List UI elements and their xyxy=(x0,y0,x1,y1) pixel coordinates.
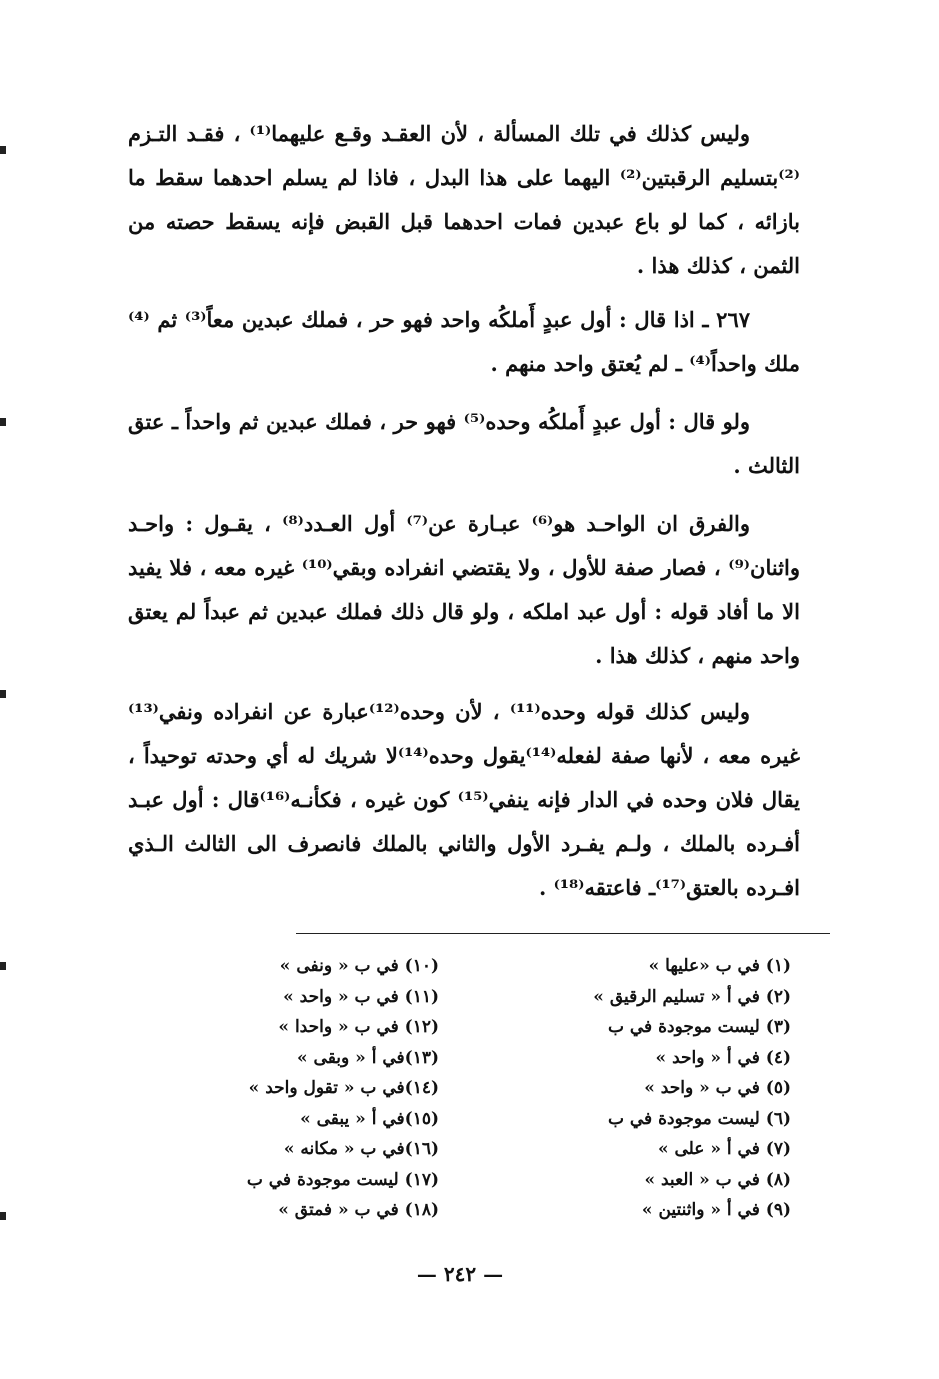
footnotes-column-left xyxy=(139,951,439,1226)
paragraph-5: وليس كذلك قوله وحده⁽¹¹⁾ ، لأن وحده⁽¹²⁾عبارة عن انفراده ونفي⁽¹³⁾ غيره معه ، لأنها صفة لفعله⁽¹⁴⁾يقول وحده⁽¹⁴⁾لا شريك له أي وحدته توحيداً ، يقال فلان وحده في الدار فإنه ينفي⁽¹⁵⁾ كون غيره ، فكأنـه⁽¹⁶⁾قال : أول عبـد أفـرده بالملك ، ولـم يفـرد الأول والثاني بالملك فانصرف الى الثالث الـذي افـرده بالعتق⁽¹⁷⁾ـ فاعتقه⁽¹⁸⁾ . xyxy=(128,699,801,900)
footnote-17: (١٧) ليست موجودة في ب xyxy=(246,1169,439,1190)
margin-mark xyxy=(0,418,6,426)
footnote-7: (٧) في أ « على » xyxy=(657,1139,791,1159)
footnote-11: (١١) في ب « واحد » xyxy=(283,986,439,1007)
margin-mark xyxy=(0,1212,6,1220)
margin-mark xyxy=(0,146,6,154)
footnote-16: (١٦)في ب « مكانه » xyxy=(283,1139,439,1159)
footnote-4: (٤) في أ « واحد » xyxy=(655,1047,791,1068)
footnotes-column-right xyxy=(491,951,791,1226)
footnote-separator xyxy=(296,933,830,934)
paragraph-1: وليس كذلك في تلك المسألة ، لأن العقـد وقـع عليهما⁽¹⁾ ، فقـد التـزم ⁽²⁾بتسليم الرقبتين⁽²⁾ اليهما على هذا البدل ، فاذا لم يسلم احدهما سقط ما بازائه ، كما لو باع عبدين فمات احدهما قبل القبض فإنه يسقط حصته من الثمن ، كذلك هذا . xyxy=(128,121,800,278)
footnote-15: (١٥)في أ « يبقى » xyxy=(300,1108,439,1129)
margin-mark xyxy=(0,962,6,970)
footnote-5: (٥) في ب « واحد » xyxy=(644,1078,791,1098)
footnote-10: (١٠) في ب « ونفى » xyxy=(279,956,439,976)
margin-mark xyxy=(0,690,6,698)
footnote-2: (٢) في أ « تسليم الرقيق » xyxy=(593,986,791,1007)
footnote-14: (١٤)في ب « تقول واحد » xyxy=(248,1078,439,1098)
footnote-3: (٣) ليست موجودة في ب xyxy=(607,1017,791,1037)
footnote-1: (١) في ب «عليها » xyxy=(648,956,791,976)
paragraph-4: والفرق ان الواحـد هو⁽⁶⁾ عبـارة عن⁽⁷⁾ أول العـدد⁽⁸⁾ ، يقـول : واحـد واثنان⁽⁹⁾ ، فصار صفة للأول ، ولا يقتضي انفراده وبقي⁽¹⁰⁾ غيره معه ، فلا يفيد الا ما أفاد قوله : أول عبد املكه ، ولو قال ذلك فملك عبدين ثم عبداً لم يعتق واحد منهم ، كذلك هذا . xyxy=(128,511,800,668)
page-number: — ٢٤٢ — xyxy=(416,1262,504,1286)
footnote-13: (١٣)في أ « وبقى » xyxy=(296,1047,439,1068)
paragraph-2-section-267: ٢٦٧ ـ اذا قال : أول عبدٍ أَملكُه واحد فهو حر ، فملك عبدين معاً⁽³⁾ ثم ⁽⁴⁾ملك واحداً⁽⁴⁾ ـ لم يُعتق واحد منهم . xyxy=(128,307,800,376)
footnote-18: (١٨) في ب « فمتق » xyxy=(278,1200,439,1220)
footnote-9: (٩) في أ « واثنتين » xyxy=(641,1200,791,1220)
paragraph-3: ولو قال : أول عبدٍ أَملكُه وحده⁽⁵⁾ فهو حر ، فملك عبدين ثم واحداً ـ عتق الثالث . xyxy=(128,409,800,478)
footnote-8: (٨) في ب « العبد » xyxy=(644,1169,791,1190)
footnote-6: (٦) ليست موجودة في ب xyxy=(607,1108,791,1129)
footnote-12: (١٢) في ب « واحدا » xyxy=(278,1017,439,1037)
